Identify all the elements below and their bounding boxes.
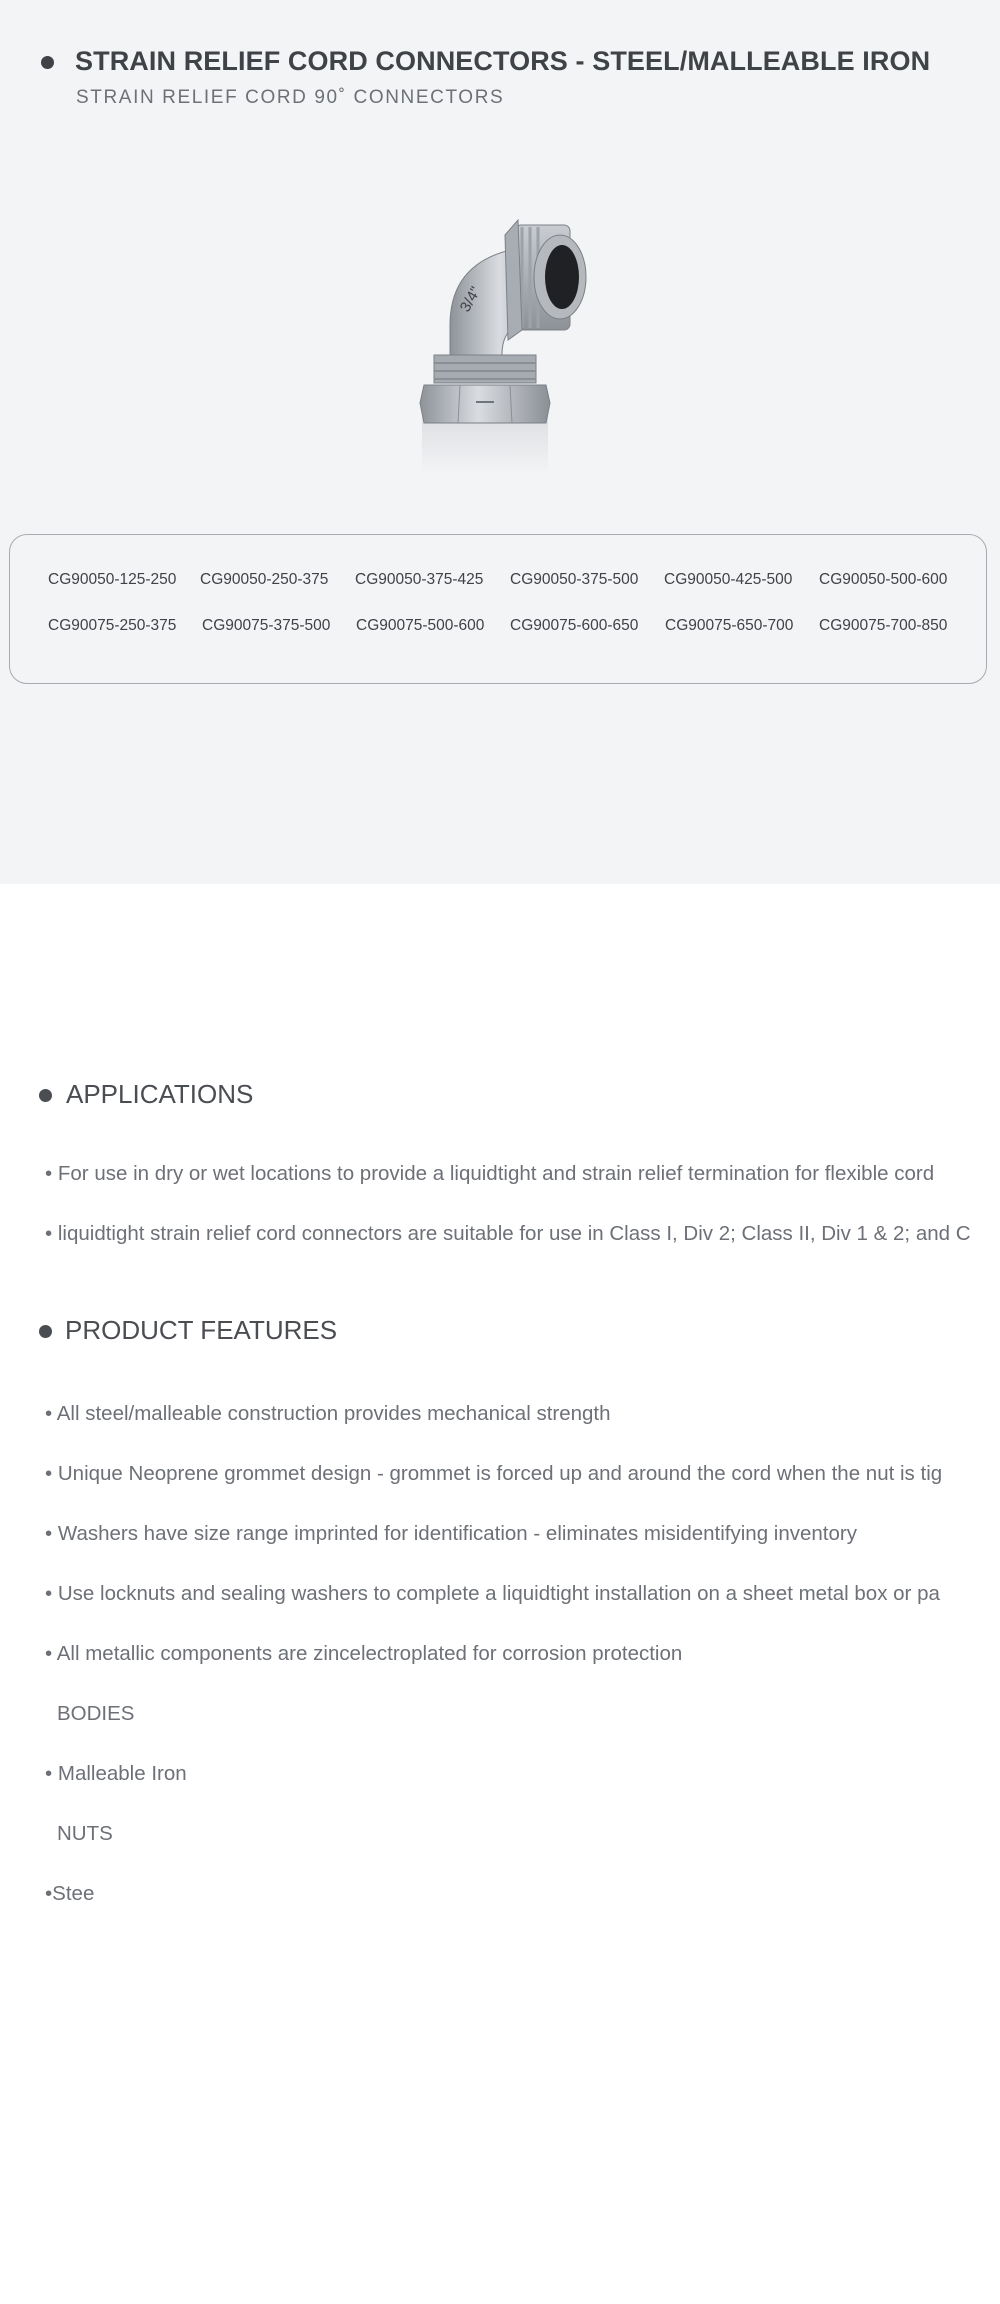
model-item[interactable]: CG90050-375-500: [510, 571, 639, 588]
list-item: • liquidtight strain relief cord connectors are suitable for use in Class I, Div 2; Class II, Div 1 & 2; and C: [45, 1222, 971, 1245]
size-label: 3/4": [456, 283, 485, 315]
model-item[interactable]: CG90075-700-850: [819, 617, 948, 634]
model-list: [9, 534, 987, 684]
list-item: • All metallic components are zincelectroplated for corrosion protection: [45, 1642, 683, 1665]
model-item[interactable]: CG90075-375-500: [202, 617, 331, 634]
list-item: • Use locknuts and sealing washers to complete a liquidtight installation on a sheet metal box or pa: [45, 1582, 940, 1605]
list-item: • Unique Neoprene grommet design - grommet is forced up and around the cord when the nut is tig: [45, 1462, 943, 1485]
model-item[interactable]: CG90075-500-600: [356, 617, 485, 634]
list-item: • Malleable Iron: [45, 1762, 187, 1785]
model-item[interactable]: CG90050-500-600: [819, 571, 948, 588]
model-item[interactable]: CG90075-650-700: [665, 617, 794, 634]
subheading-nuts: NUTS: [57, 1822, 113, 1845]
model-item[interactable]: CG90050-375-425: [355, 571, 484, 588]
subheading-bodies: BODIES: [57, 1702, 135, 1725]
list-item: •Stee: [45, 1882, 95, 1905]
features-heading: PRODUCT FEATURES: [65, 1315, 338, 1345]
model-item[interactable]: CG90075-600-650: [510, 617, 639, 634]
bullet-icon: [39, 1089, 52, 1102]
model-item[interactable]: CG90050-425-500: [664, 571, 793, 588]
bullet-icon: [39, 1325, 52, 1338]
hero-section: [0, 0, 1000, 884]
list-item: • For use in dry or wet locations to provide a liquidtight and strain relief termination for flexible cord: [45, 1162, 935, 1185]
model-item[interactable]: CG90050-250-375: [200, 571, 329, 588]
model-item[interactable]: CG90075-250-375: [48, 617, 177, 634]
page-subtitle: STRAIN RELIEF CORD 90˚ CONNECTORS: [76, 87, 505, 108]
list-item: • All steel/malleable construction provides mechanical strength: [45, 1402, 611, 1425]
list-item: • Washers have size range imprinted for identification - eliminates misidentifying inventory: [45, 1522, 857, 1545]
product-image: [410, 205, 630, 495]
model-item[interactable]: CG90050-125-250: [48, 571, 177, 588]
applications-heading: APPLICATIONS: [66, 1079, 254, 1109]
page-title: STRAIN RELIEF CORD CONNECTORS - STEEL/MALLEABLE IRON: [75, 46, 931, 76]
bullet-icon: [41, 56, 54, 69]
